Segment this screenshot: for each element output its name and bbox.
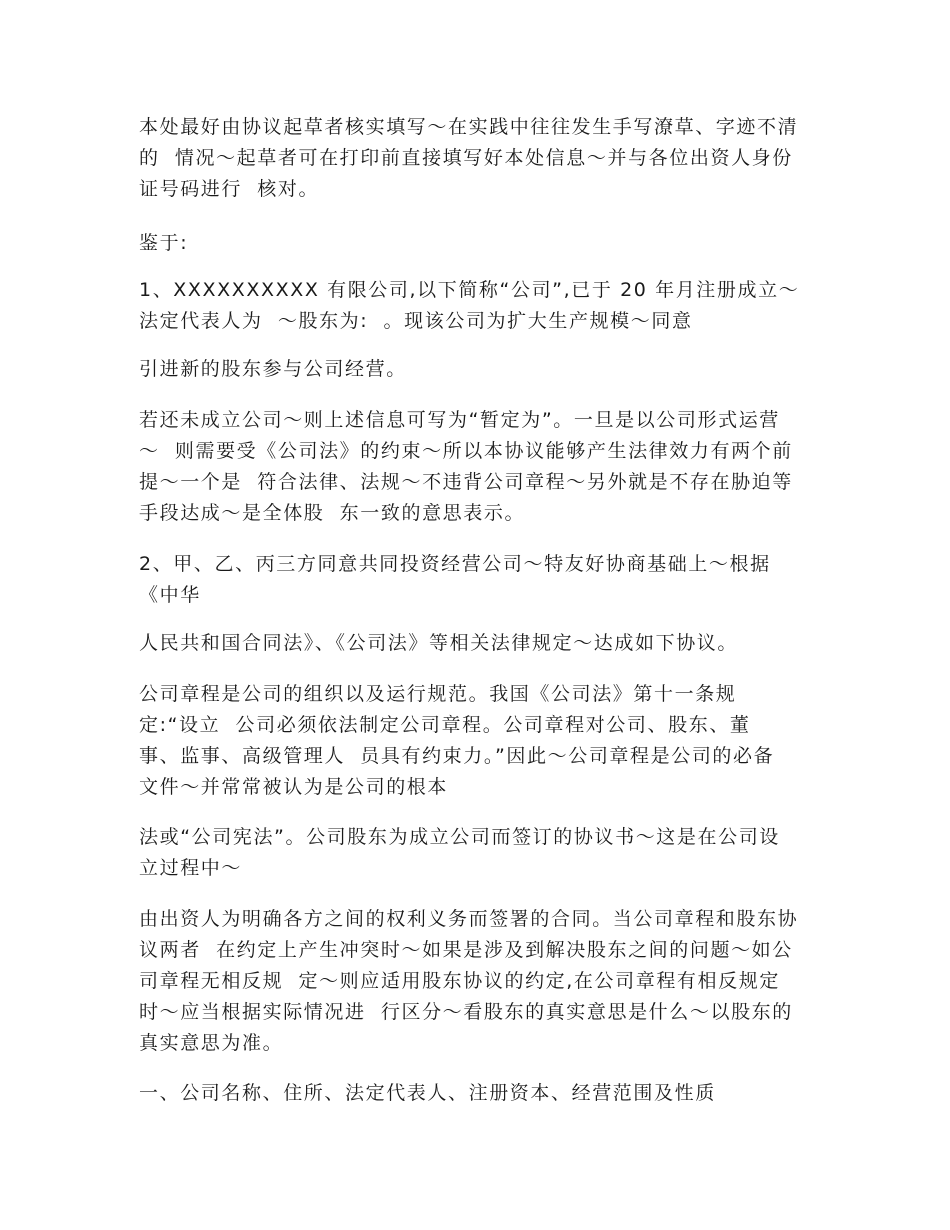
text-line: 证号码进行 核对。	[139, 178, 320, 200]
text-line: 提～一个是 符合法律、法规～不违背公司章程～另外就是不存在胁迫等	[139, 471, 793, 493]
section-heading-company-info	[139, 1078, 819, 1109]
paragraph-clause-1	[139, 275, 819, 337]
text-line: 若还未成立公司～则上述信息可写为“暂定为”。一旦是以公司形式运营	[139, 409, 780, 431]
text-line: 事、监事、高级管理人 员具有约束力。”因此～公司章程是公司的必备	[139, 745, 775, 767]
text-line: 司章程无相反规 定～则应适用股东协议的约定,在公司章程有相反规定	[139, 970, 780, 992]
paragraph-clause-1-cont	[139, 354, 819, 385]
paragraph-whereas-heading	[139, 228, 819, 259]
text-line: 立过程中～	[139, 857, 243, 879]
paragraph-clause-2-cont	[139, 628, 819, 659]
paragraph-company-note	[139, 405, 819, 529]
text-line: 议两者 在约定上产生冲突时～如果是涉及到解决股东之间的问题～如公	[139, 939, 793, 961]
paragraph-conflict-note	[139, 904, 819, 1059]
paragraph-drafter-note	[139, 112, 819, 205]
text-line: 鉴于:	[139, 232, 189, 254]
text-line: 定:“设立 公司必须依法制定公司章程。公司章程对公司、股东、董	[139, 714, 751, 736]
text-line: 引进新的股东参与公司经营。	[139, 358, 407, 380]
text-line: 本处最好由协议起草者核实填写～在实践中往往发生手写潦草、字迹不清	[139, 116, 799, 138]
text-line: 法或“公司宪法”。公司股东为成立公司而签订的协议书～这是在公司设	[139, 826, 780, 848]
text-line: 法定代表人为 ～股东为: 。现该公司为扩大生产规模～同意	[139, 310, 693, 332]
text-line: 1、XXXXXXXXXX 有限公司,以下简称“公司”,已于 20 年月注册成立～	[139, 279, 800, 301]
paragraph-constitution-note	[139, 822, 819, 884]
paragraph-articles-note	[139, 679, 819, 803]
text-line: 时～应当根据实际情况进 行区分～看股东的真实意思是什么～以股东的	[139, 1001, 793, 1023]
text-line: 文件～并常常被认为是公司的根本	[139, 776, 449, 798]
text-line: ～ 则需要受《公司法》的约束～所以本协议能够产生法律效力有两个前	[139, 440, 793, 462]
text-line: 由出资人为明确各方之间的权利义务而签署的合同。当公司章程和股东协	[139, 908, 799, 930]
text-line: 真实意思为准。	[139, 1032, 284, 1054]
text-line: 人民共和国合同法》、《公司法》等相关法律规定～达成如下协议。	[139, 632, 739, 654]
text-line: 2、甲、乙、丙三方同意共同投资经营公司～特友好协商基础上～根据	[139, 553, 771, 575]
text-line: 一、公司名称、住所、法定代表人、注册资本、经营范围及性质	[139, 1082, 716, 1104]
text-line: 公司章程是公司的组织以及运行规范。我国《公司法》第十一条规	[139, 683, 737, 705]
paragraph-clause-2	[139, 549, 819, 611]
text-line: 《中华	[139, 584, 201, 606]
text-line: 手段达成～是全体股 东一致的意思表示。	[139, 502, 526, 524]
text-line: 的 情况～起草者可在打印前直接填写好本处信息～并与各位出资人身份	[139, 147, 793, 169]
